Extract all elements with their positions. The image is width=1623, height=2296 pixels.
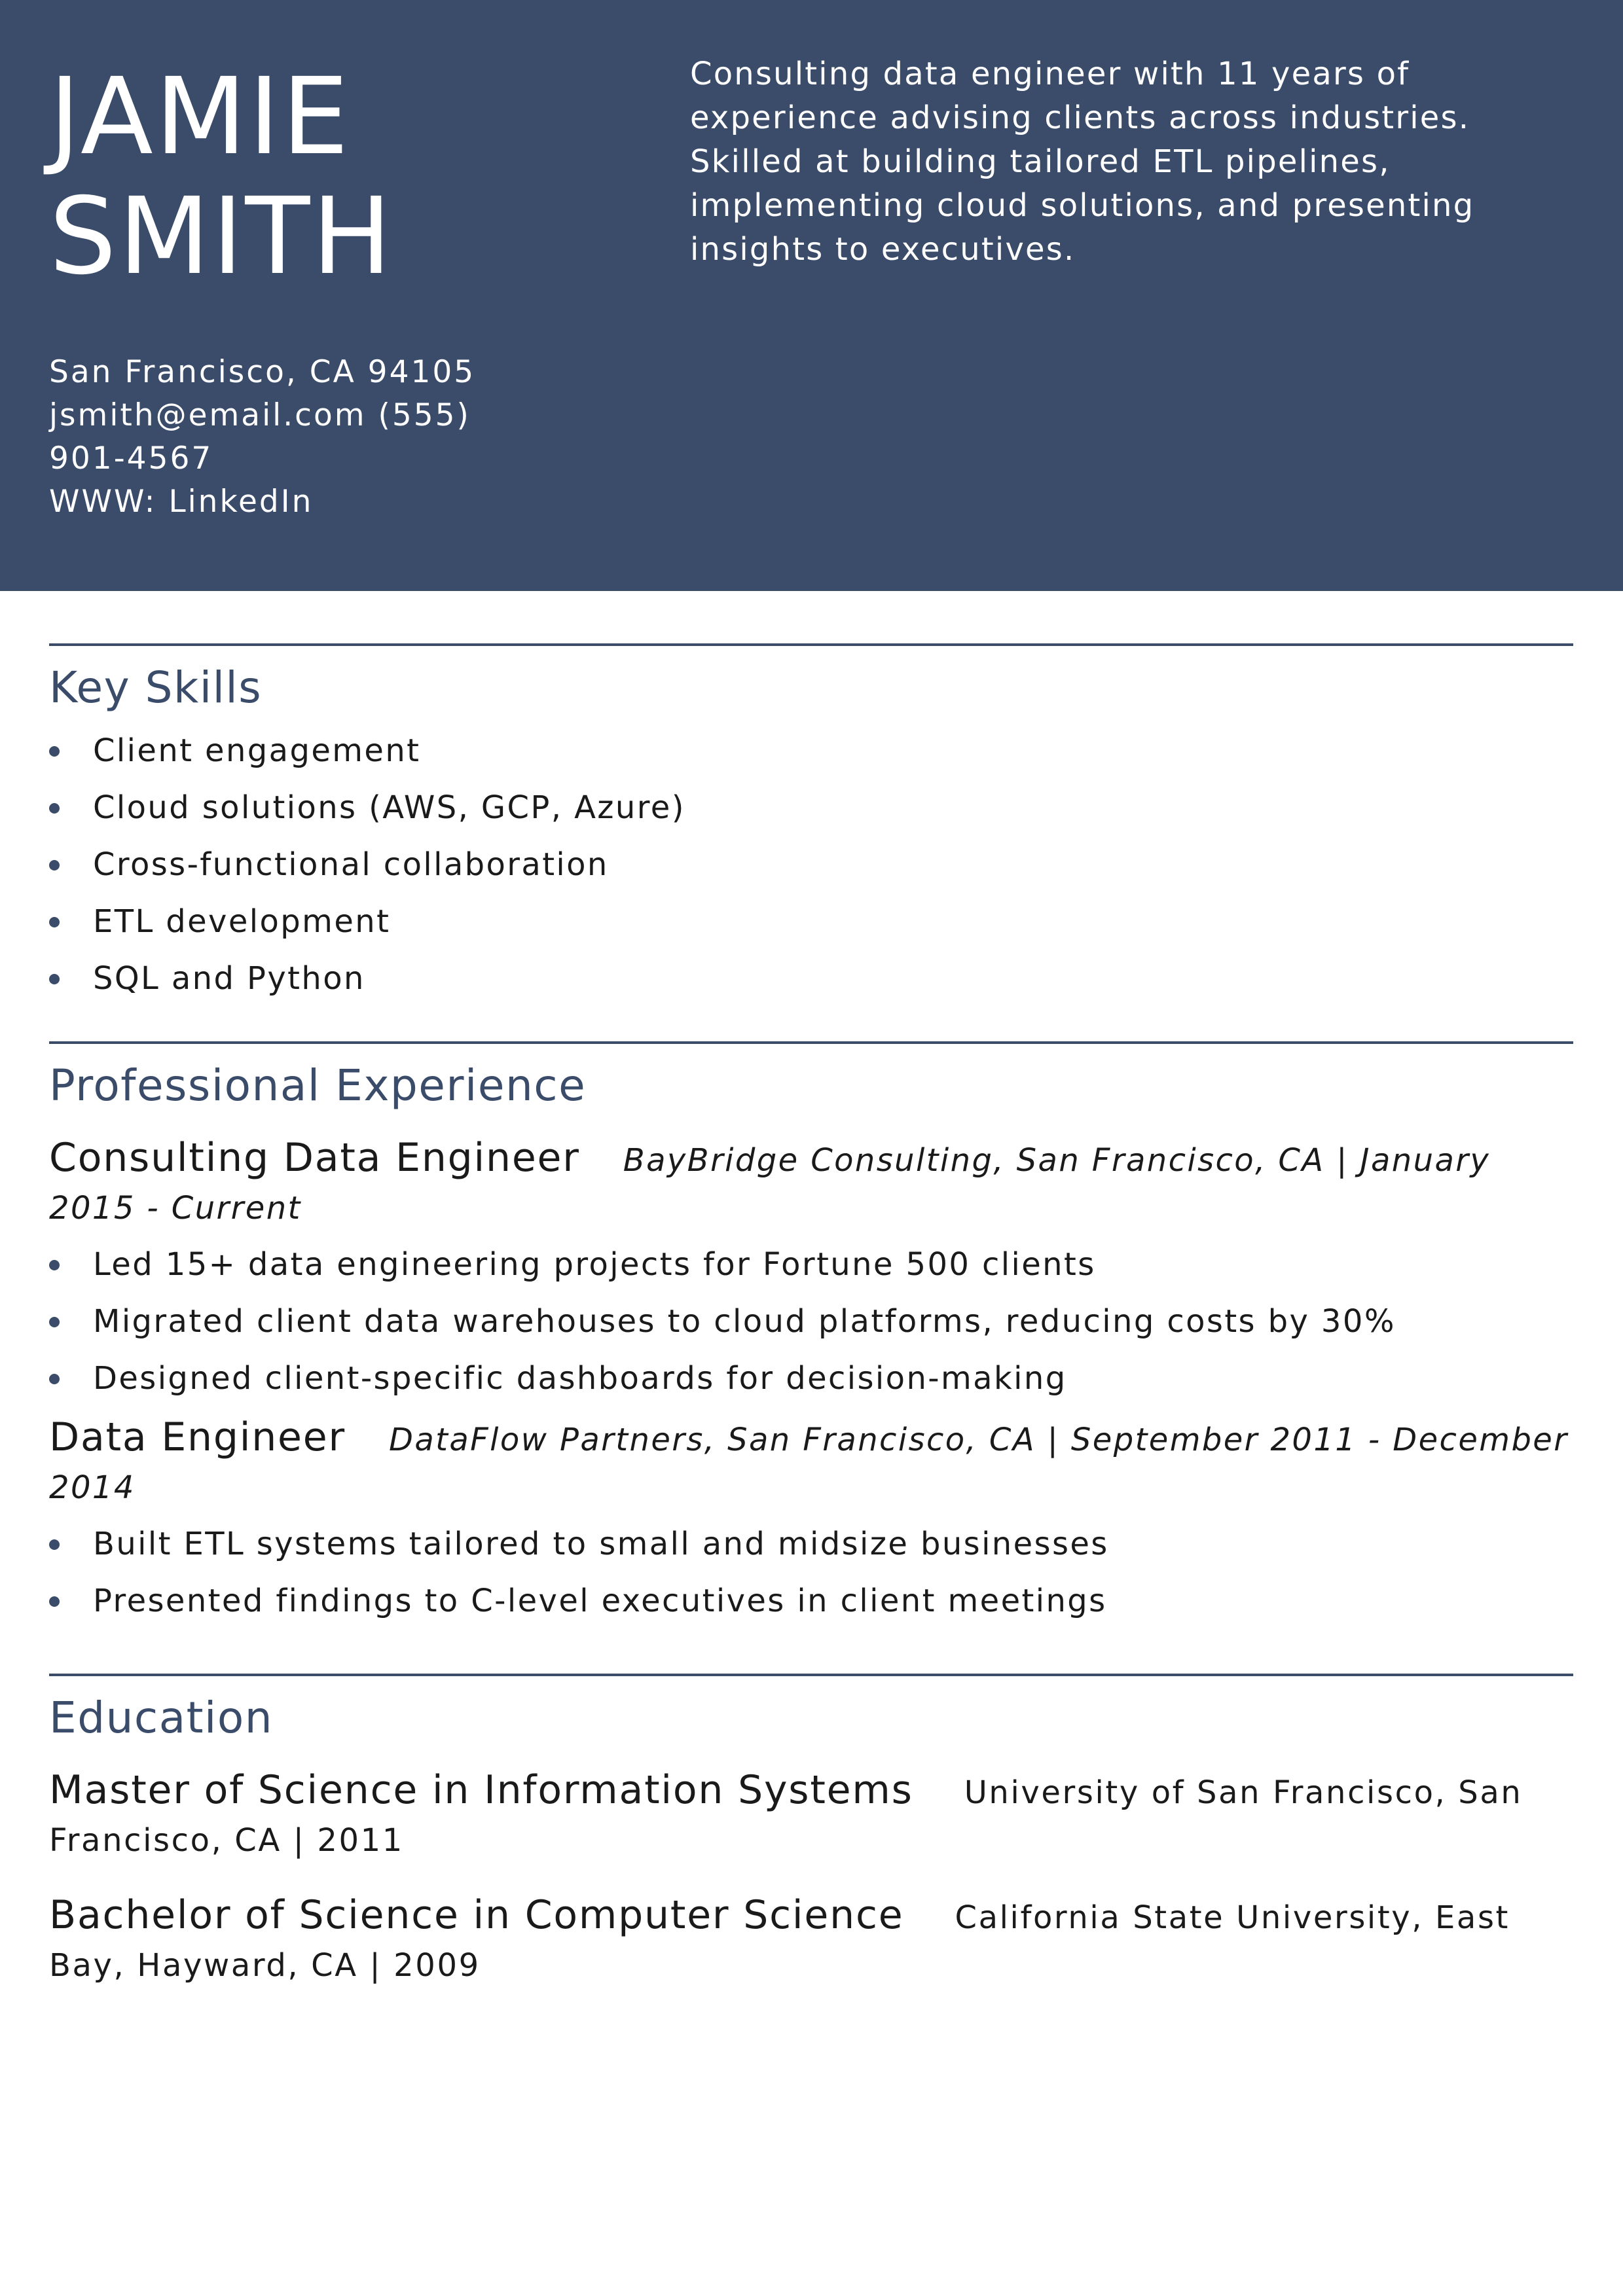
- experience-section: [49, 1041, 1573, 1630]
- skill-item: ETL development: [49, 893, 1573, 950]
- job-header: [49, 1414, 1573, 1512]
- bullet-icon: [49, 917, 60, 927]
- skill-item: Cross-functional collaboration: [49, 836, 1573, 893]
- education-entry: [49, 1892, 1573, 1990]
- job-company-dates: DataFlow Partners, San Francisco, CA | September 2011 - December 2014: [49, 1422, 1569, 1506]
- bullet-icon: [49, 1596, 60, 1607]
- contact-info: [49, 351, 547, 524]
- section-divider: [49, 1674, 1573, 1676]
- degree-name: Master of Science in Information Systems: [49, 1767, 913, 1813]
- bullet-icon: [49, 803, 60, 814]
- section-divider: [49, 643, 1573, 646]
- skills-list: [49, 723, 1573, 1007]
- bullet-icon: [49, 1317, 60, 1327]
- job-title: Consulting Data Engineer: [49, 1135, 580, 1181]
- bullet-icon: [49, 746, 60, 757]
- section-divider: [49, 1041, 1573, 1044]
- job-header: [49, 1134, 1573, 1232]
- job-company-dates: BayBridge Consulting, San Francisco, CA | January 2015 - Current: [49, 1142, 1491, 1227]
- job-bullet: Presented findings to C-level executives in client meetings: [49, 1573, 1573, 1630]
- job-entry: [49, 1414, 1573, 1630]
- bullet-icon: [49, 860, 60, 870]
- degree-name: Bachelor of Science in Computer Science: [49, 1892, 904, 1938]
- contact-phone-cont: 901-4567: [49, 440, 213, 476]
- experience-title: Professional Experience: [49, 1060, 587, 1111]
- contact-website: WWW: LinkedIn: [49, 484, 314, 520]
- education-section: [49, 1674, 1573, 1990]
- name-first: JAMIE: [49, 56, 351, 179]
- job-bullets: [49, 1516, 1573, 1630]
- job-bullet: Designed client-specific dashboards for decision-making: [49, 1350, 1573, 1407]
- school-info: University of San Francisco, San Francisco, CA | 2011: [49, 1774, 1523, 1859]
- skill-item: SQL and Python: [49, 950, 1573, 1007]
- bullet-icon: [49, 1374, 60, 1384]
- school-info: California State University, East Bay, Hayward, CA | 2009: [49, 1899, 1510, 1984]
- job-bullets: [49, 1236, 1573, 1407]
- bullet-icon: [49, 1260, 60, 1270]
- job-title: Data Engineer: [49, 1414, 346, 1460]
- header-banner: [0, 0, 1623, 591]
- job-entry: [49, 1134, 1573, 1407]
- job-bullet: Led 15+ data engineering projects for Fortune 500 clients: [49, 1236, 1573, 1293]
- skill-item: Cloud solutions (AWS, GCP, Azure): [49, 780, 1573, 836]
- skills-section: [49, 643, 1573, 1007]
- name-last: SMITH: [49, 175, 394, 298]
- bullet-icon: [49, 974, 60, 984]
- education-title: Education: [49, 1693, 274, 1743]
- education-entry: [49, 1767, 1573, 1865]
- skill-item: Client engagement: [49, 723, 1573, 780]
- contact-email-phone: jsmith@email.com (555): [49, 397, 471, 433]
- job-bullet: Migrated client data warehouses to cloud platforms, reducing costs by 30%: [49, 1293, 1573, 1350]
- candidate-name: [49, 58, 612, 297]
- job-bullet: Built ETL systems tailored to small and midsize businesses: [49, 1516, 1573, 1573]
- professional-summary: Consulting data engineer with 11 years of experience advising clients across industries. Skilled at building tailored ETL pipelines, implementing cloud solutions, and presenting insights to executives.: [690, 56, 1475, 268]
- skills-title: Key Skills: [49, 662, 263, 713]
- contact-address: San Francisco, CA 94105: [49, 354, 476, 390]
- bullet-icon: [49, 1539, 60, 1550]
